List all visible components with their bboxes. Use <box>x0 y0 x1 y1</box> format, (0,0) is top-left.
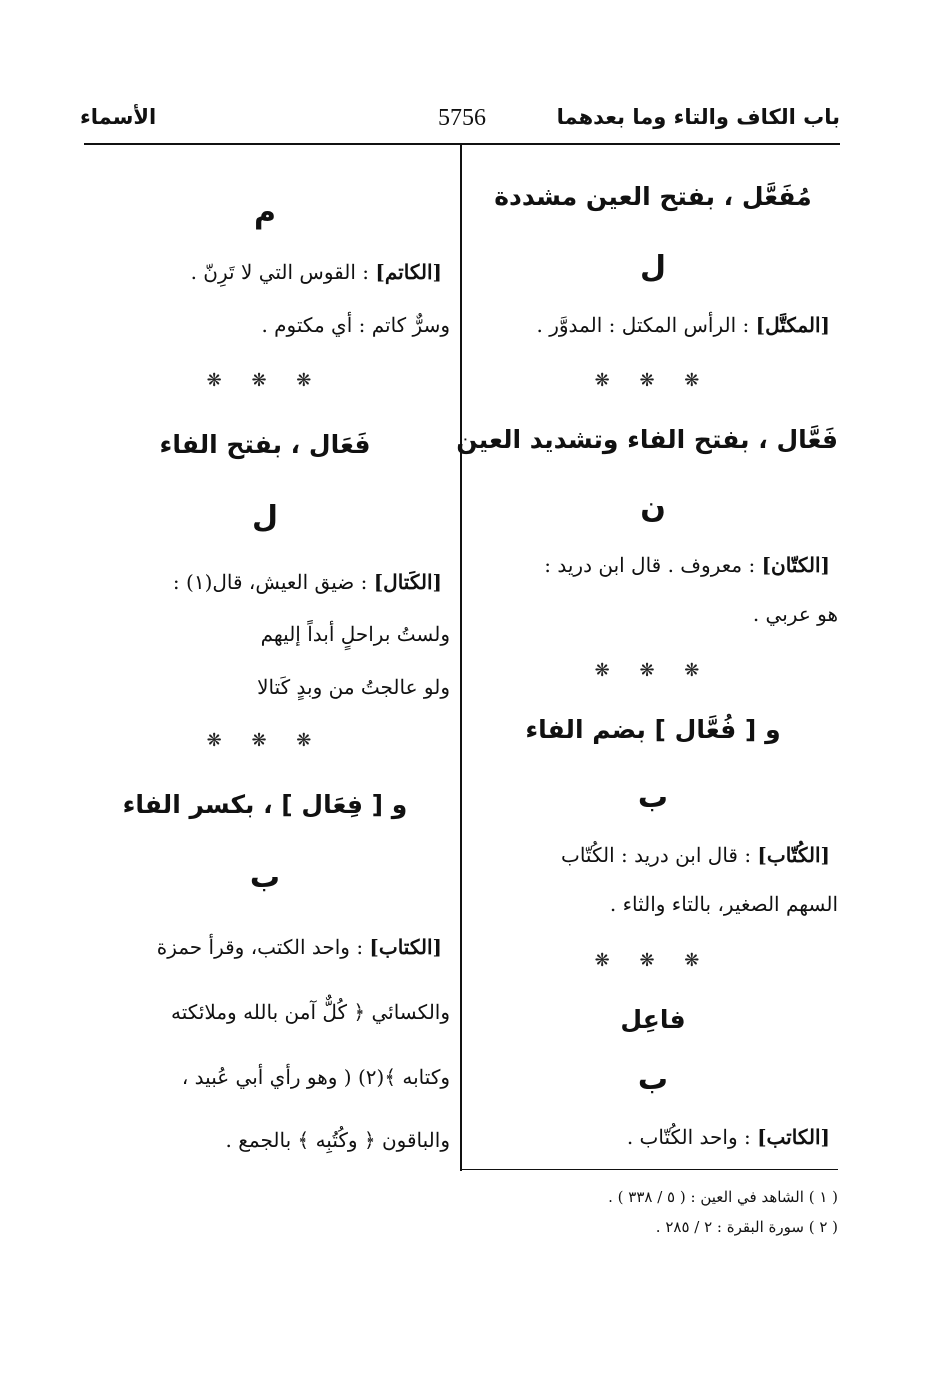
dictionary-entry <box>468 553 838 577</box>
page-number: 5756 <box>438 105 486 131</box>
footnote: ( ٢ ) سورة البقرة : ٢ / ٢٨٥ . <box>655 1218 838 1236</box>
root-letter: ن <box>640 490 666 525</box>
continuation-line: السهم الصغير، بالتاء والثاء . <box>609 892 838 916</box>
dictionary-entry <box>468 843 838 867</box>
root-letter: ل <box>639 250 667 285</box>
footnote: ( ١ ) الشاهد في العين : ( ٥ / ٣٣٨ ) . <box>608 1188 838 1206</box>
entry-definition: : معروف . قال ابن دريد : <box>544 553 756 577</box>
header-rule <box>84 143 840 145</box>
entry-definition: : قال ابن دريد : الكُتّاب <box>560 843 752 867</box>
root-letter: ب <box>637 1062 669 1097</box>
entry-definition: : واحد الكُتّاب . <box>626 1125 751 1149</box>
section-heading: فاعِل <box>620 1005 686 1034</box>
section-heading: مُفَعَّل ، بفتح العين مشددة <box>494 182 812 211</box>
entry-lemma: [المكتَّل] <box>755 313 830 337</box>
entry-lemma: [الكَتال] <box>373 570 442 594</box>
footnote-rule <box>462 1169 838 1170</box>
separator-stars: ❋ ❋ ❋ <box>594 370 712 391</box>
dictionary-entry <box>80 935 450 959</box>
footnotes <box>462 1182 838 1242</box>
chapter-title: باب الكاف والتاء وما بعدهما <box>556 105 840 129</box>
continuation-line: والباقون ﴿ وكُتُبِه ﴾ بالجمع . <box>225 1128 450 1152</box>
dictionary-entry <box>80 570 450 594</box>
entry-lemma: [الكتاب] <box>369 935 442 959</box>
section-title: الأسماء <box>80 105 157 129</box>
section-heading: و [ فِعَال ] ، بكسر الفاء <box>122 790 408 819</box>
continuation-line: وكتابه ﴾(٢) ( وهو رأي أبي عُبيد ، <box>181 1065 450 1089</box>
section-heading: فَعَال ، بفتح الفاء <box>159 430 371 459</box>
continuation-line: وسرٌّ كاتم : أي مكتوم . <box>261 313 450 337</box>
root-letter: ب <box>637 780 669 815</box>
root-letter: ل <box>251 500 279 535</box>
verse-line: ولو عالجتُ من وبدٍ كَتالا <box>257 675 450 699</box>
entry-definition: : القوس التي لا تَرِنّ . <box>190 260 370 284</box>
separator-stars: ❋ ❋ ❋ <box>206 370 324 391</box>
root-letter: ب <box>249 860 281 895</box>
separator-stars: ❋ ❋ ❋ <box>594 950 712 971</box>
page-header <box>80 105 840 145</box>
separator-stars: ❋ ❋ ❋ <box>206 730 324 751</box>
continuation-line: هو عربي . <box>752 602 838 626</box>
entry-lemma: [الكاتب] <box>757 1125 830 1149</box>
separator-stars: ❋ ❋ ❋ <box>594 660 712 681</box>
column-divider <box>460 145 462 1171</box>
entry-lemma: [الكُتّاب] <box>757 843 830 867</box>
entry-definition: : ضيق العيش، قال(١) : <box>172 570 368 594</box>
dictionary-entry <box>468 1125 838 1149</box>
entry-definition: : واحد الكتب، وقرأ حمزة <box>156 935 364 959</box>
entry-definition: : الرأس المكتل : المدوَّر . <box>536 313 750 337</box>
entry-lemma: [الكتّان] <box>761 553 830 577</box>
dictionary-entry <box>468 313 838 337</box>
entry-lemma: [الكاتم] <box>375 260 442 284</box>
dictionary-entry <box>80 260 450 284</box>
verse-line: ولستُ براحلٍ أبداً إليهم <box>260 622 450 646</box>
section-heading: فَعَّال ، بفتح الفاء وتشديد العين <box>456 425 838 454</box>
root-letter: م <box>254 195 276 230</box>
continuation-line: والكسائي ﴿ كُلٌّ آمن بالله وملائكته <box>171 1000 450 1024</box>
section-heading: و [ فُعَّال ] بضم الفاء <box>525 715 781 744</box>
